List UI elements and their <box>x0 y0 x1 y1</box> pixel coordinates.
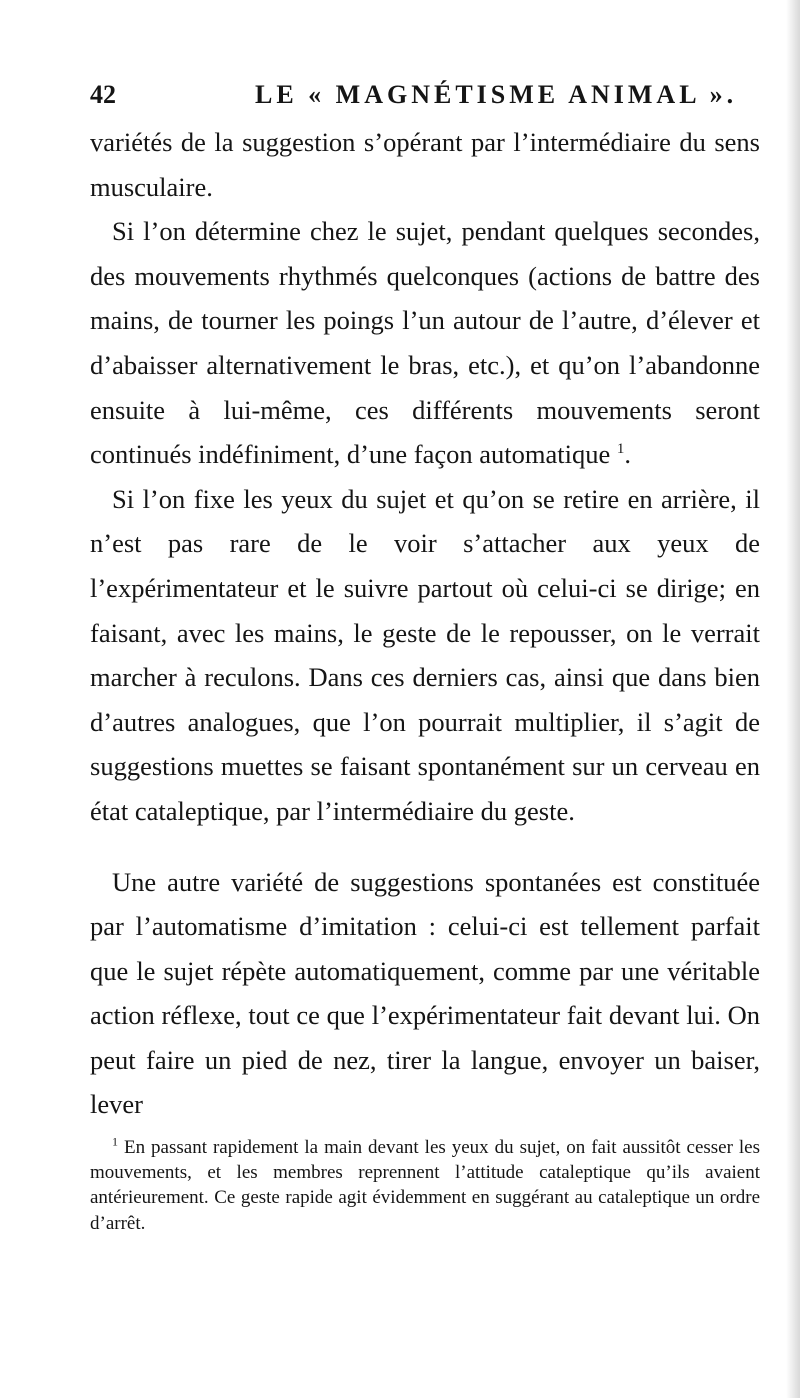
body-text <box>90 120 760 1127</box>
page-number: 42 <box>90 80 116 109</box>
footnote <box>90 1135 760 1236</box>
footnote-reference: 1 <box>616 441 625 458</box>
page-edge-shadow <box>786 0 800 1398</box>
paragraph-end: . <box>624 439 632 470</box>
book-page <box>90 80 760 1236</box>
paragraph <box>90 209 760 477</box>
paragraph: Une autre variété de suggestions spontanées est constituée par l’automatisme d’imitation : celui-ci est tellement parfait que le sujet répète automatiquement, comme par une véritable action réflexe, tout ce que l’expérimentateur fait devant lui. On peut faire un pied de nez, tirer la langue, envoyer un baiser, lever <box>90 866 760 1120</box>
paragraph: variétés de la suggestion s’opérant par l’intermédiaire du sens musculaire. <box>90 127 760 202</box>
page-header <box>90 80 760 120</box>
footnote-marker: 1 <box>112 1134 118 1149</box>
paragraph: Si l’on fixe les yeux du sujet et qu’on se retire en arrière, il n’est pas rare de le voir s’attacher aux yeux de l’expérimentateur et le suivre partout où celui-ci se dirige; en faisant, avec les mains, le geste de le repousser, on le verrait marcher à reculons. Dans ces derniers cas, ainsi que dans bien d’autres analogues, que l’on pourrait multiplier, il s’agit de suggestions muettes se faisant spontanément sur un cerveau en état cataleptique, par l’intermédiaire du geste. <box>90 483 760 826</box>
footnote-text: En passant rapidement la main devant les yeux du sujet, on fait aussitôt cesser les mouvements, et les membres reprennent l’attitude cataleptique qu’ils avaient antérieurement. Ce geste rapide agit évidemment en suggérant au cataleptique un ordre d’arrêt. <box>90 1137 761 1234</box>
paragraph-text: Si l’on détermine chez le sujet, pendant quelques secondes, des mouvements rhythmés quelconques (actions de battre des mains, de tourner les poings l’un autour de l’autre, d’élever et d’abaisser alternativement le bras, etc.), et qu’on l’abandonne ensuite à lui-même, ces différents mouvements seront continués indéfiniment, d’une façon automatique <box>90 216 760 470</box>
running-title: LE « MAGNÉTISME ANIMAL ». <box>255 80 738 109</box>
